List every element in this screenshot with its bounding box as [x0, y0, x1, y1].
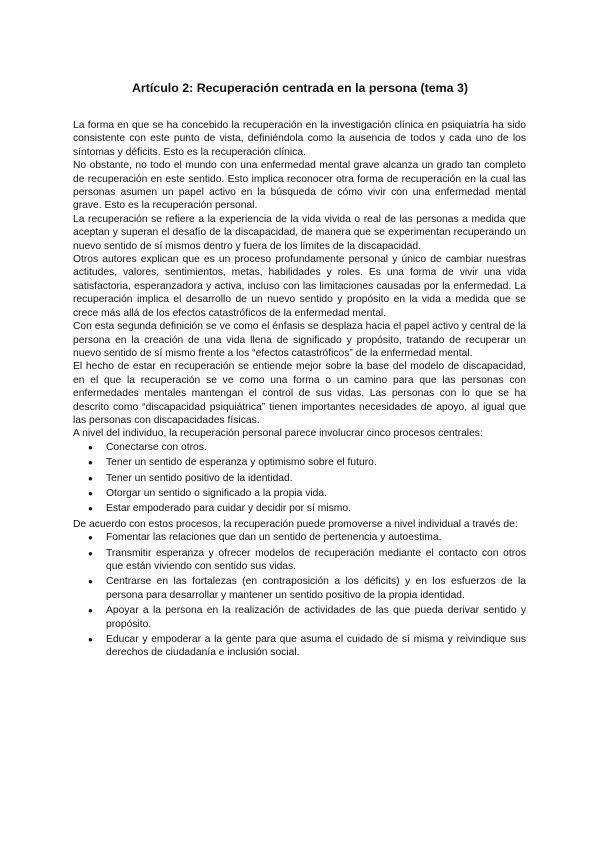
- promotion-list: [73, 531, 526, 660]
- list-item: ● Otorgar un sentido o significado a la propia vida.: [106, 487, 526, 500]
- list-item: ● Centrarse en las fortalezas (en contraposición a los déficits) y en los esfuerzos de la persona para desarrollar y mantener un sentido positivo de la propia identidad.: [106, 575, 526, 602]
- paragraph-second-definition: Con esta segunda definición se ve como el énfasis se desplaza hacia el papel activo y central de la persona en la creación de una vida llena de significado y propósito, tratando de recuperar un nuevo sentido de sí mismo frente a los “efectos catastróficos” de la enfermedad mental.: [73, 321, 526, 359]
- list-item: ● Tener un sentido positivo de la identidad.: [106, 472, 526, 485]
- list-item: ● Apoyar a la persona en la realización de actividades de las que pueda derivar sentido y propósito.: [106, 604, 526, 631]
- paragraph-promotion-intro: De acuerdo con estos procesos, la recuperación puede promoverse a nivel individual a través de:: [73, 518, 518, 530]
- list-item: ● Conectarse con otros.: [106, 441, 526, 454]
- paragraph-disability-model: El hecho de estar en recuperación se entiende mejor sobre la base del modelo de discapacidad, en el que la recuperación se ve como una forma o un camino para que las personas con enfermedades mentales mantengan el control de sus vidas. Las personas con lo que se ha descrito como “discapacidad psiquiátrica” tienen importantes necesidades de apoyo, al igual que las personas con discapacidades físicas.: [73, 361, 526, 426]
- paragraph-other-authors: Otros autores explican que es un proceso profundamente personal y único de cambiar nuestras actitudes, valores, sentimientos, metas, habilidades y roles. Es una forma de vivir una vida satisfactoria, esperanzadora y activa, incluso con las limitaciones causadas por la enfermedad. La recuperación implica el desarrollo de un nuevo sentido y propósito en la vida a medida que se crece más allá de los efectos catastróficos de la enfermedad mental.: [73, 254, 526, 319]
- list-item: ● Fomentar las relaciones que dan un sentido de pertenencia y autoestima.: [106, 531, 526, 544]
- five-processes-list: [73, 441, 526, 516]
- paragraph-lived-experience: La recuperación se refiere a la experiencia de la vida vivida o real de las personas a medida que aceptan y superan el desafío de la discapacidad, de manera que se experimentan recuperando un nuevo sentido de sí mismos dentro y fuera de los límites de la discapacidad.: [73, 213, 526, 252]
- list-item: ● Educar y empoderar a la gente para que asuma el cuidado de sí misma y reivindique sus derechos de ciudadanía e inclusión social.: [106, 633, 526, 660]
- article-title: Artículo 2: Recuperación centrada en la persona (tema 3): [131, 81, 469, 95]
- list-item: ● Transmitir esperanza y ofrecer modelos de recuperación mediante el contacto con otros que están viviendo con sentido sus vidas.: [106, 547, 526, 574]
- paragraph-five-processes-intro: A nivel del individuo, la recuperación personal parece involucrar cinco procesos centrales:: [73, 428, 483, 440]
- list-item: ● Estar empoderado para cuidar y decidir por sí mismo.: [106, 502, 526, 515]
- list-item: ● Tener un sentido de esperanza y optimismo sobre el futuro.: [106, 456, 526, 469]
- paragraph-clinical-recovery: La forma en que se ha concebido la recuperación en la investigación clínica en psiquiatría ha sido consistente con este punto de vista, definiéndola como la ausencia de todos y cada uno de los síntomas y déficits. Esto es la recuperación clínica.: [73, 120, 526, 158]
- paragraph-personal-recovery: No obstante, no todo el mundo con una enfermedad mental grave alcanza un grado tan completo de recuperación en este sentido. Esto implica reconocer otra forma de recuperación en la cual las personas asumen un papel activo en la búsqueda de cómo vivir con una enfermedad mental grave. Esto es la recuperación personal.: [73, 160, 526, 212]
- article-body: [73, 119, 526, 662]
